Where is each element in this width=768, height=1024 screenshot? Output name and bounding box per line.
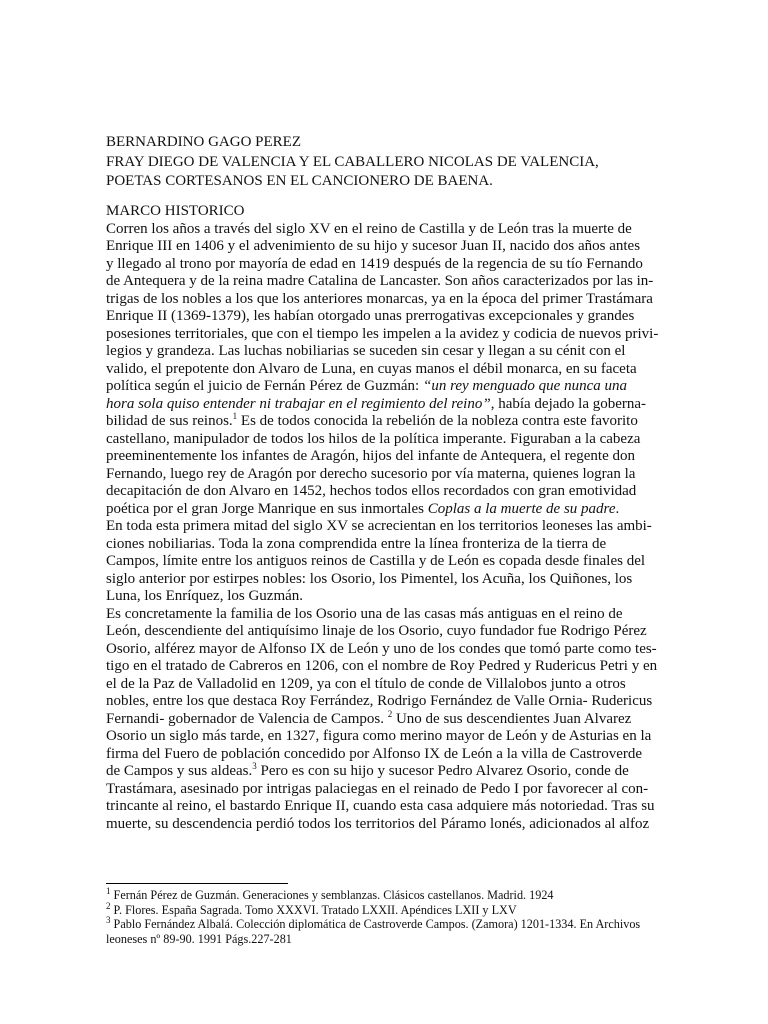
text-segment: Trastámara, asesinado por intrigas palaciegas en el reinado de Pedo I por favorecer al con-: [106, 780, 649, 797]
text-segment: Fernando, luego rey de Aragón por derecho sucesorio por vía materna, quienes logran la: [106, 465, 636, 482]
body-line: [106, 763, 654, 781]
section-heading: MARCO HISTORICO: [106, 203, 245, 219]
body-line: [106, 378, 654, 396]
body-line: [106, 221, 654, 239]
body-line: [106, 431, 654, 449]
body-line: [106, 623, 654, 641]
italic-text: hora sola quiso entender ni trabajar en el regimiento del reino”: [106, 395, 491, 412]
text-segment: bilidad de sus reinos.: [106, 413, 233, 429]
marco-historico-section: [106, 203, 659, 833]
footnote-line: [106, 917, 666, 932]
text-segment: En toda esta primera mitad del siglo XV se acrecientan en los territorios leoneses las ambi-: [106, 518, 652, 534]
body-line: [106, 291, 654, 309]
body-line: [106, 518, 654, 536]
text-segment: nobles, entre los que destaca Roy Ferrández, Rodrigo Fernández de Valle Ornia- Rudericus: [106, 693, 653, 709]
body-line: [106, 658, 658, 676]
body-line: [106, 606, 654, 624]
text-segment: tigo en el tratado de Cabreros en 1206, con el nombre de Roy Pedred y Rudericus Petri y en: [106, 658, 658, 674]
text-segment: Pablo Fernández Albalá. Colección diplomática de Castroverde Campos. (Zamora) 1201-1334. En Archivos: [110, 917, 641, 932]
text-segment: Osorio un siglo más tarde, en 1327, figura como merino mayor de León y de Asturias en la: [106, 728, 652, 744]
body-line: [106, 676, 654, 694]
body-line: [106, 361, 654, 379]
body-line: [106, 728, 654, 746]
text-segment: de Campos y sus aldeas.: [106, 763, 253, 779]
title-line-2: POETAS CORTESANOS EN EL CANCIONERO DE BAENA.: [106, 173, 493, 189]
body-line: [106, 588, 654, 606]
body-line: [106, 273, 654, 291]
body-line: [106, 325, 659, 344]
body-line: [106, 553, 654, 571]
text-segment: valido, el prepotente don Alvaro de Luna, en cuyas manos el débil monarca, en su faceta: [106, 360, 637, 377]
text-segment: decapitación de don Alvaro en 1452, hechos todos ellos recordados con gran emotividad: [106, 483, 637, 499]
footnote-marker: 2: [106, 900, 111, 911]
text-segment: leoneses nº 89-90. 1991 Págs.227-281: [106, 931, 292, 946]
text-segment: legios y grandeza. Las luchas nobiliarias se suceden sin cesar y llegan a su cénit con el: [106, 343, 626, 359]
text-segment: y llegado al trono por mayoría de edad en 1419 después de la regencia de su tío Fernando: [106, 255, 643, 272]
footnote-line: [106, 932, 666, 947]
footnote-line: [106, 885, 666, 903]
body-text: [106, 220, 659, 834]
footnote-marker: 3: [252, 761, 257, 771]
body-line: [106, 746, 654, 764]
italic-text: Coplas a la muerte de su padre: [427, 500, 616, 517]
text-segment: Enrique II (1369-1379), les habían otorgado unas prerrogativas excepcionales y grandes: [106, 308, 635, 324]
footnote-line: [106, 900, 666, 918]
body-line: [106, 501, 654, 519]
body-line: [106, 798, 654, 816]
italic-text: “un rey menguado que nunca una: [422, 378, 627, 394]
body-line: [106, 466, 654, 484]
text-segment: Luna, los Enríquez, los Guzmán.: [106, 588, 304, 604]
body-line: [106, 343, 654, 361]
body-line: [106, 693, 654, 711]
text-segment: Osorio, alférez mayor de Alfonso IX de León y uno de los condes que tomó parte como tes-: [106, 640, 657, 657]
footnote-marker: 1: [106, 885, 111, 896]
body-line: [106, 448, 654, 466]
document-header: [106, 133, 599, 192]
body-line: [106, 708, 654, 729]
text-segment: de Antequera y de la reina madre Catalina de Lancaster. Son años caracterizados por las in-: [106, 273, 654, 289]
text-segment: preeminentemente los infantes de Aragón, hijos del infante de Antequera, el regente don: [106, 448, 635, 464]
body-line: [106, 640, 657, 659]
text-segment: , había dejado la goberna-: [490, 395, 647, 412]
text-segment: Enrique III en 1406 y el advenimiento de su hijo y sucesor Juan II, nacido dos años antes: [106, 238, 641, 254]
text-segment: política según el juicio de Fernán Pérez de Guzmán:: [106, 378, 423, 394]
text-segment: siglo anterior por estirpes nobles: los Osorio, los Pimentel, los Acuña, los Quiñones, los: [106, 570, 633, 587]
text-segment: Es de todos conocida la rebelión de la nobleza contra este favorito: [237, 413, 638, 429]
text-segment: Fernandi- gobernador de Valencia de Campos.: [106, 710, 388, 727]
text-segment: posesiones territoriales, que con el tiempo les impelen a la avidez y codicia de nuevos privi-: [106, 325, 659, 342]
body-line: [106, 308, 654, 326]
text-segment: ciones nobiliarias. Toda la zona comprendida entre la línea fronteriza de la tierra de: [106, 535, 607, 552]
title-line-1: FRAY DIEGO DE VALENCIA Y EL CABALLERO NICOLAS DE VALENCIA,: [106, 153, 599, 170]
author-name: BERNARDINO GAGO PEREZ: [106, 134, 301, 150]
text-segment: firma del Fuero de población concedido por Alfonso IX de León a la villa de Castroverde: [106, 745, 643, 762]
text-segment: Campos, límite entre los antiguos reinos de Castilla y de León es copada desde finales del: [106, 553, 646, 569]
text-segment: León, descendiente del antiquísimo linaje de los Osorio, cuyo fundador fue Rodrigo Pérez: [106, 623, 647, 639]
body-line: [106, 256, 654, 274]
body-line: [106, 483, 654, 501]
footnote-divider: [106, 883, 288, 884]
body-line: [106, 781, 654, 799]
text-segment: Es concretamente la familia de los Osorio una de las casas más antiguas en el reino de: [106, 605, 623, 622]
text-segment: Uno de sus descendientes Juan Alvarez: [392, 710, 632, 727]
text-segment: .: [615, 500, 620, 517]
text-segment: poética por el gran Jorge Manrique en sus inmortales: [106, 500, 428, 517]
text-segment: castellano, manipulador de todos los hilos de la política imperante. Figuraban a la cabeza: [106, 430, 641, 447]
text-segment: muerte, su descendencia perdió todos los territorios del Páramo lonés, adicionados al alfoz: [106, 815, 650, 832]
body-line: [106, 413, 654, 431]
footnotes: [106, 885, 666, 946]
text-segment: Fernán Pérez de Guzmán. Generaciones y semblanzas. Clásicos castellanos. Madrid. 1924: [110, 888, 554, 902]
body-line: [106, 571, 654, 589]
body-line: [106, 536, 654, 554]
text-segment: trincante al reino, el bastardo Enrique II, cuando esta casa adquiere más notoriedad. Tras su: [106, 798, 655, 814]
text-segment: el de la Paz de Valladolid en 1209, ya con el título de conde de Villalobos junto a otros: [106, 675, 626, 692]
footnote-marker: 1: [232, 411, 238, 421]
text-segment: trigas de los nobles a los que los anteriores monarcas, ya en la época del primer Trastámara: [106, 290, 653, 307]
text-segment: Pero es con su hijo y sucesor Pedro Alvarez Osorio, conde de: [256, 763, 629, 779]
footnote-marker: 2: [387, 708, 393, 719]
text-segment: Corren los años a través del siglo XV en el reino de Castilla y de León tras la muerte de: [106, 220, 632, 237]
footnote-marker: 3: [106, 915, 111, 926]
text-segment: P. Flores. España Sagrada. Tomo XXXVI. Tratado LXXII. Apéndices LXII y LXV: [110, 902, 517, 917]
body-line: [106, 238, 654, 256]
body-line: [106, 816, 654, 834]
body-line: [106, 396, 654, 414]
